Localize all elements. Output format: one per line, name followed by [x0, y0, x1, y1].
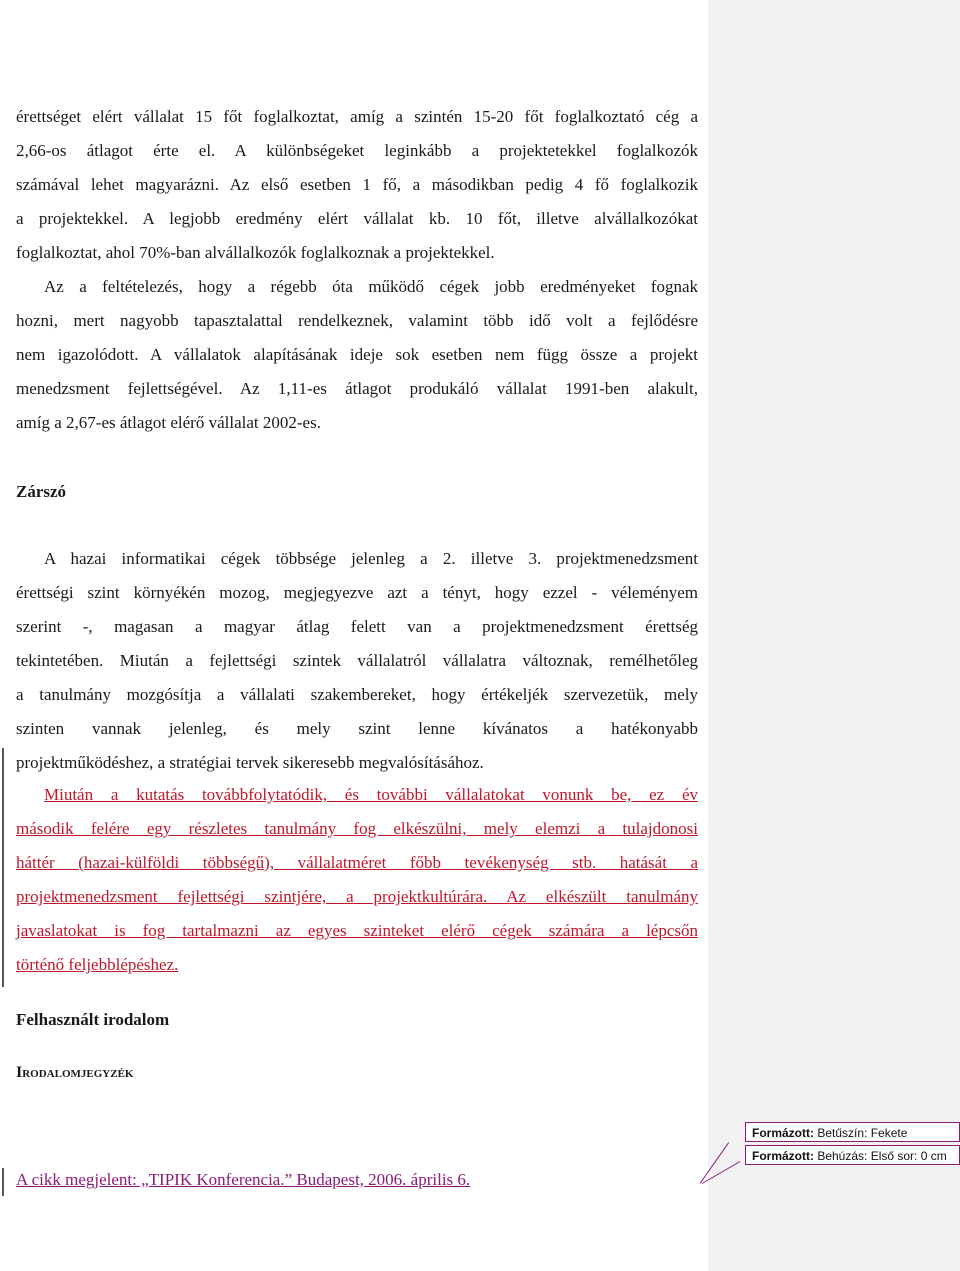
text-line: a tanulmány mozgósítja a vállalati szakembereket, hogy értékeljék szervezetük, mely [16, 685, 698, 704]
text-line: számával lehet magyarázni. Az első esetben 1 fő, a másodikban pedig 4 fő foglalkozik [16, 175, 698, 194]
text-line: nem igazolódott. A vállalatok alapításának ideje sok esetben nem függ össze a projekt [16, 345, 698, 364]
text-line: a projektekkel. A legjobb eredmény elért vállalat kb. 10 főt, illetve alvállalkozókat [16, 209, 698, 228]
paragraph-tracked-insertion [16, 778, 698, 982]
text-line: projektmenedzsment fejlettségi szintjére, a projektkultúrára. Az elkészült tanulmány [16, 887, 698, 906]
text-line: hozni, mert nagyobb tapasztalattal rendelkeznek, valamint több idő volt a fejlődésre [16, 311, 698, 330]
text-line: javaslatokat is fog tartalmazni az egyes szinteket elérő cégek számára a lépcsőn [16, 921, 698, 940]
comment-text: Betűszín: Fekete [814, 1126, 908, 1140]
markup-pane [708, 0, 960, 1271]
comment-text: Behúzás: Első sor: 0 cm [814, 1149, 947, 1163]
comment-label: Formázott: [752, 1126, 814, 1140]
comment-balloon-indent[interactable] [745, 1145, 960, 1165]
change-bar [2, 782, 4, 987]
comment-label: Formázott: [752, 1149, 814, 1163]
publication-note[interactable]: A cikk megjelent: „TIPIK Konferencia.” Budapest, 2006. április 6. [16, 1170, 471, 1189]
paragraph-conclusion [16, 542, 698, 780]
text-line: szinten vannak jelenleg, és mely szint lenne kívánatos a hatékonyabb [16, 719, 698, 738]
paragraph-assumption [16, 270, 698, 440]
text-line: amíg a 2,67-es átlagot elérő vállalat 2002-es. [16, 413, 321, 432]
comment-balloon-font-color[interactable] [745, 1122, 960, 1142]
text-line: Miután a kutatás továbbfolytatódik, és további vállalatokat vonunk be, ez év [44, 785, 698, 804]
text-line: foglalkoztat, ahol 70%-ban alvállalkozók foglalkoznak a projektekkel. [16, 243, 495, 262]
text-line: menedzsment fejlettségével. Az 1,11-es átlagot produkáló vállalat 1991-ben alakult, [16, 379, 698, 398]
text-line: projektműködéshez, a stratégiai tervek sikeresebb megvalósításához. [16, 753, 484, 772]
text-line: háttér (hazai-külföldi többségű), vállalatméret főbb tevékenység stb. hatását a [16, 853, 698, 872]
change-bar [2, 748, 4, 782]
text-line: Az a feltételezés, hogy a régebb óta működő cégek jobb eredményeket fognak [44, 277, 698, 296]
text-line: történő feljebblépéshez. [16, 955, 179, 974]
text-line: tekintetében. Miután a fejlettségi szintek vállalatról vállalatra változnak, remélhetőleg [16, 651, 698, 670]
text-line: érettségi szint környékén mozog, megjegyezve azt a tényt, hogy ezzel - véleményem [16, 583, 698, 602]
text-line: 2,66-os átlagot érte el. A különbségeket leginkább a projektetekkel foglalkozók [16, 141, 698, 160]
text-line: második felére egy részletes tanulmány fog elkészülni, mely elemzi a tulajdonosi [16, 819, 698, 838]
text-line: szerint -, magasan a magyar átlag felett van a projektmenedzsment érettség [16, 617, 698, 636]
section-heading-irodalomjegyzek: Irodalomjegyzék [16, 1064, 134, 1081]
section-heading-zarszo: Zárszó [16, 482, 67, 501]
text-line: érettséget elért vállalat 15 főt foglalkoztat, amíg a szintén 15-20 főt foglalkoztató cég a [16, 107, 698, 126]
change-bar [2, 1168, 4, 1196]
paragraph-results [16, 100, 698, 270]
section-heading-irodalom: Felhasznált irodalom [16, 1010, 170, 1029]
text-line: A hazai informatikai cégek többsége jelenleg a 2. illetve 3. projektmenedzsment [44, 549, 698, 568]
